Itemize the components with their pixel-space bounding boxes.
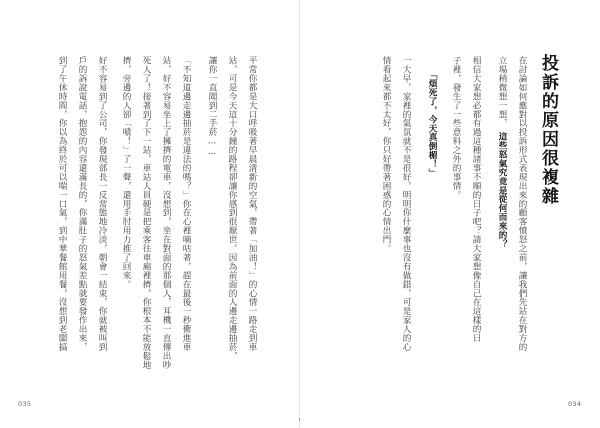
chapter-title: 投訴的原因很複雜 — [538, 54, 558, 206]
right-paragraph-line-2: 立場稍微想一想， — [497, 56, 507, 128]
right-paragraph-emphasis: 這些怒氣究竟是從何而來的？ — [497, 132, 507, 249]
left-paragraph-line-1: 平常你都是大口呼吸著早晨清新的空氣，帶著「加油！」的心情一路走到車 — [247, 56, 257, 352]
left-paragraph-line-9: 戶的訴說電話，抱怨的內容還滿長的，你滿肚子的怒氣差點就要發作出來， — [77, 56, 87, 352]
left-paragraph-line-4: 「不知道邊走邊抽菸是違法的嗎？」你在心裡嘀咕著，趕在最後一秒衝進車 — [181, 56, 191, 352]
left-paragraph-line-2: 站，可是今天這十分鐘的路程卻讓你感到很厭世，因為前面的人邊走邊抽菸， — [227, 56, 237, 361]
right-paragraph-line-6: 情看起來都不太好，你只好帶著困惑的心情出門。 — [381, 56, 391, 253]
left-paragraph-line-7: 擠，旁邊的人卻「嘖！」了一聲，還用手肘用力推了回來。 — [121, 56, 131, 289]
right-page-number: 034 — [568, 400, 582, 408]
left-paragraph-line-6: 死人了！接著到了下一站，車站人員硬是把乘客往車廂裡擠，你根本不能放鬆地 — [141, 56, 151, 370]
right-paragraph-line-5: 一大早，家裡的氣氛就不是很好，明明你什麼事也沒有做錯，可是家人的心 — [401, 56, 411, 352]
left-page-number: 035 — [18, 400, 32, 408]
right-paragraph-quote: 「煩死了，今天真倒楣！」 — [427, 70, 437, 178]
left-paragraph-line-5: 站，好不容易坐上了擁擠的電車，沒想到，坐在對面的那個人，耳機一直傳出吵 — [161, 56, 171, 370]
left-paragraph-line-8: 好不容易到了公司，你發現部長一反常態地冷淡，朝會一結束，你就被叫到 — [97, 56, 107, 352]
right-paragraph-line-4: 子裡，發生了一些意料之外的事情。 — [451, 56, 461, 200]
left-paragraph-line-10: 到了午休時間，你以為終於可以喘一口氣，到中華餐館用餐，沒想到老闆搞 — [57, 56, 67, 352]
left-paragraph-line-3: 讓你一直聞到二手菸…… — [207, 56, 217, 158]
right-paragraph-line-3: 相信大家想必都有過這種諸事不順的日子吧？請大家想像自己在這樣的日 — [471, 56, 481, 343]
right-paragraph-line-1: 在討論如何應對以投訴形式表現出來的顧客憤怒之前，讓我們先站在對方的 — [517, 56, 527, 352]
